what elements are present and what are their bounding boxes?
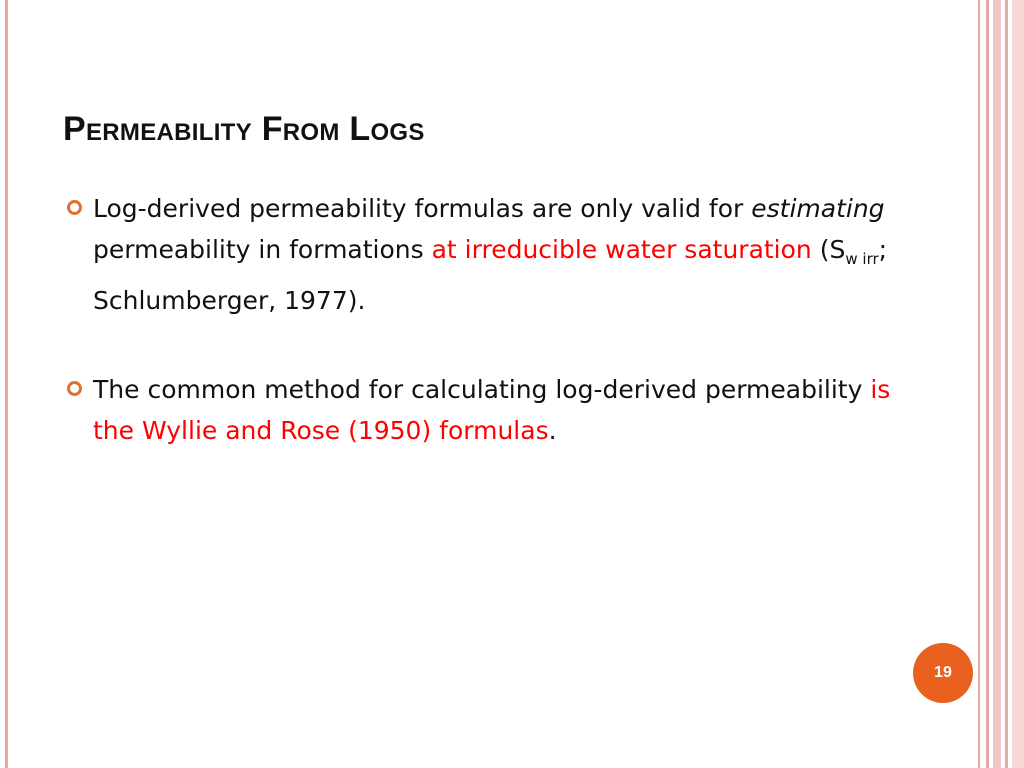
right-border-stripe <box>1012 0 1024 768</box>
bullet-subscript: w irr <box>845 250 879 268</box>
right-border-stripe <box>986 0 989 768</box>
bullet-text-highlight: at irreducible water saturation <box>431 235 812 264</box>
bullet-list <box>67 188 897 499</box>
bullet-text: permeability in formations <box>93 235 432 264</box>
bullet-item <box>67 369 897 451</box>
bullet-item <box>67 188 897 321</box>
right-border-stripe <box>978 0 980 768</box>
bullet-text: Log-derived permeability formulas are only valid for <box>93 194 752 223</box>
bullet-ring-icon <box>67 200 82 215</box>
bullet-text: ; Schlumberger, 1977). <box>93 235 888 315</box>
bullet-text-highlight: is the Wyllie and Rose (1950) formulas <box>93 375 891 445</box>
bullet-text-italic: estimating <box>751 194 885 223</box>
bullet-text: The common method for calculating log-derived permeability <box>93 375 871 404</box>
bullet-text: . <box>548 416 557 445</box>
bullet-ring-icon <box>67 381 82 396</box>
slide-title: Permeability From Logs <box>63 110 425 148</box>
right-border-stripe <box>1005 0 1008 768</box>
right-border-stripes <box>978 0 1024 768</box>
left-border-line <box>5 0 8 768</box>
page-number-badge <box>913 643 973 703</box>
page-number: 19 <box>934 664 952 681</box>
bullet-text: (S <box>811 235 846 264</box>
right-border-stripe <box>993 0 1001 768</box>
